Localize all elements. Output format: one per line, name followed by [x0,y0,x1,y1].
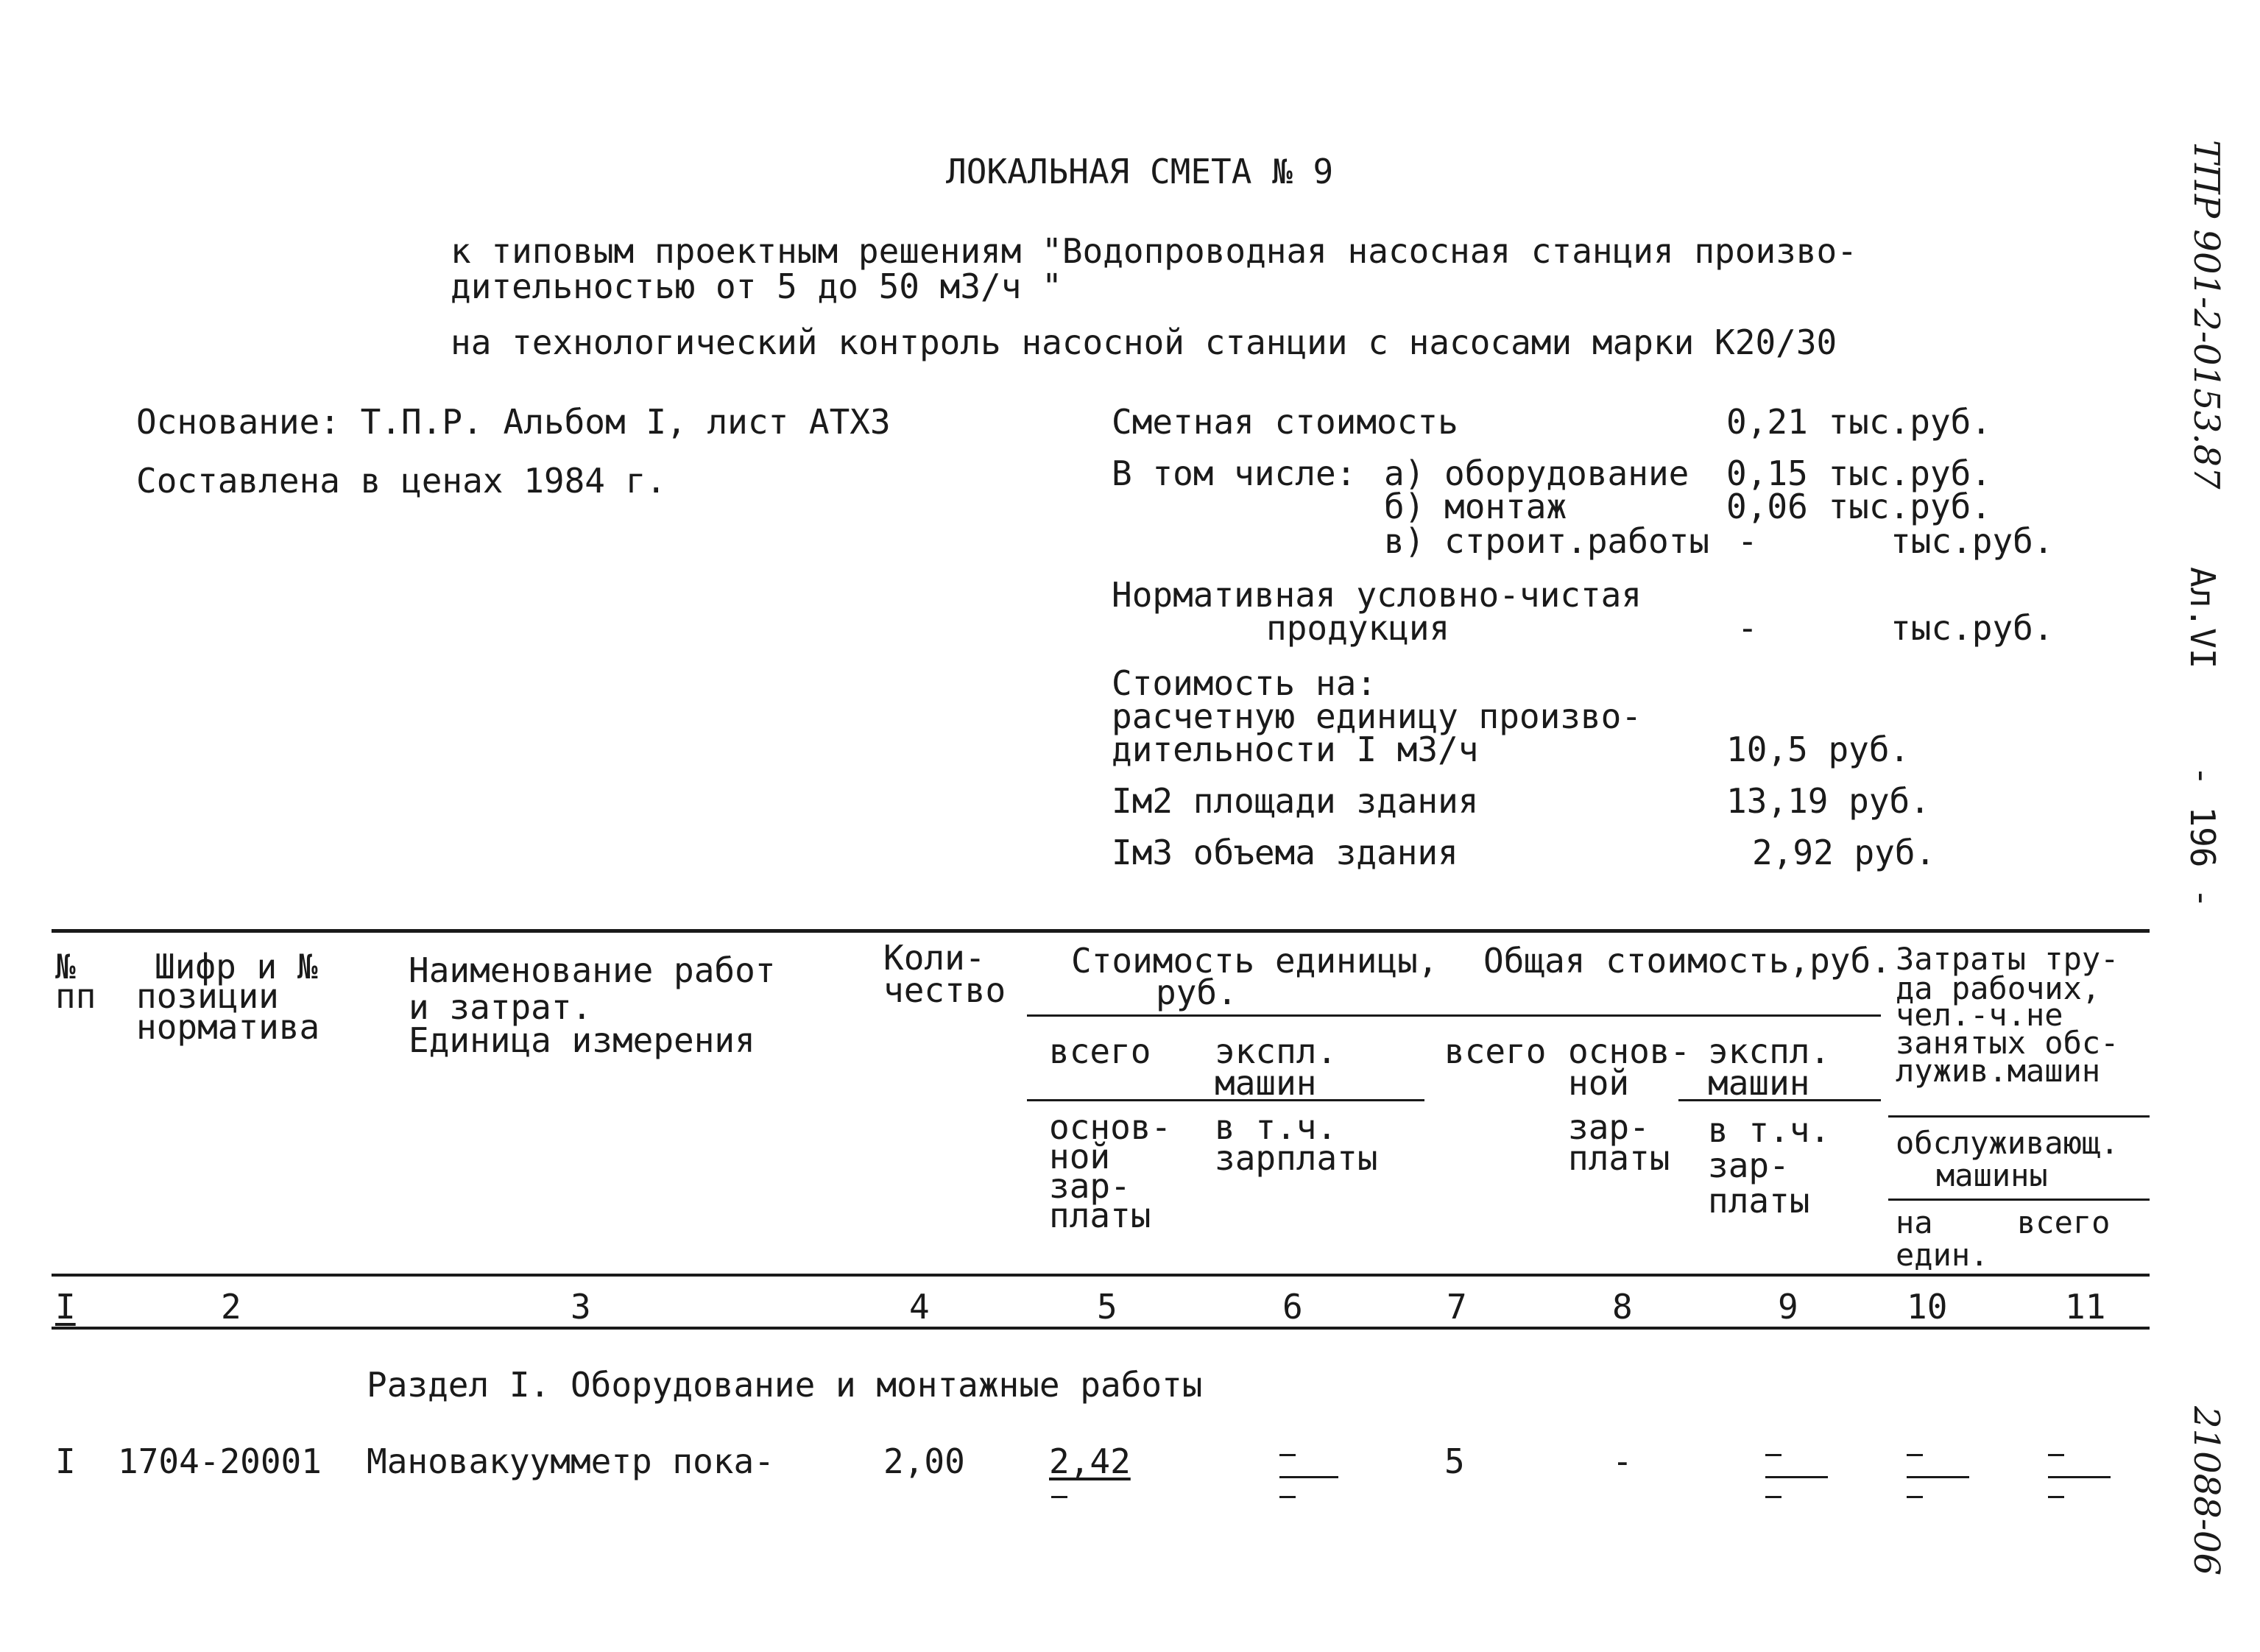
dash-c11-lower [2048,1496,2064,1498]
h-unit-base-3: зар- [1049,1166,1131,1206]
h-unit-mach-2: машин [1215,1063,1317,1103]
h-name-1: Наименование работ [409,950,776,990]
per-unit-value: 10,5 руб. [1726,730,1910,769]
h-unitcost: Стоимость единицы, [1071,941,1438,981]
estimated-cost-label: Сметная стоимость [1112,402,1458,442]
per-unit-label-2: расчетную единицу произво- [1112,696,1642,736]
subtitle-line-2: дительностью от 5 до 50 м3/ч " [451,266,1062,306]
per-m2-label: Iм2 площади здания [1112,781,1479,821]
column-numbers-rule [52,1327,2150,1330]
h-labor-1: Затраты тру- [1896,941,2119,977]
page-number: - 196 - [2183,766,2222,908]
per-m3-value: 2,92 руб. [1752,833,1936,872]
col-number-1: I [55,1287,76,1327]
section-heading: Раздел I. Оборудование и монтажные работы [367,1365,1203,1405]
per-unit-label-3: дительности I м3/ч [1112,730,1479,769]
dash-c10-upper [1907,1454,1923,1456]
per-m2-value: 13,19 руб. [1726,781,1930,821]
item-a-label: оборудование [1444,453,1689,493]
normative-value: - [1737,608,1758,648]
h-name-3: Единица измерения [409,1020,755,1060]
h-total-incl-3: платы [1708,1181,1810,1221]
h-total-incl-1: в т.ч. [1708,1110,1831,1150]
h-unit-incl-2: зарплаты [1215,1138,1378,1178]
item-a-letter: а) [1384,453,1425,493]
item-c-unit: тыс.руб. [1890,521,2054,561]
header-rule-labor [1888,1115,2150,1118]
h-unit-all: всего [1049,1031,1151,1071]
per-unit-label-1: Стоимость на: [1112,663,1377,703]
item-b-label: монтаж [1444,487,1567,526]
h-serving-2: машины [1936,1157,2048,1193]
sheet-number: Ал.VI [2183,567,2222,669]
h-perunit-1: на [1896,1204,1933,1240]
dash-c11-upper [2048,1454,2064,1456]
dash-c11-line [2048,1476,2111,1478]
normative-label-2: продукция [1266,608,1450,648]
dash-c6-line [1279,1476,1338,1478]
h-total-base-4: платы [1568,1138,1670,1178]
table-top-rule [52,929,2150,933]
h-code-1: Шифр и № [155,947,318,986]
col-number-2: 2 [221,1287,241,1327]
basis-text: Основание: Т.П.Р. Альбом I, лист АТХ3 [136,402,891,442]
h-total-all: всего [1444,1031,1547,1071]
document-code: ТПР 901-2-0153.87 [2186,140,2227,490]
col-number-5: 5 [1097,1287,1117,1327]
estimated-cost-value: 0,21 тыс.руб. [1726,402,1992,442]
h-num-1: № [55,947,76,986]
dash-c10-line [1907,1476,1969,1478]
item-c-letter: в) [1384,521,1425,561]
row-name: Мановакуумметр пока- [367,1441,774,1481]
dash-c6-lower [1279,1496,1296,1498]
row-total-cost: 5 [1444,1441,1465,1481]
item-b-letter: б) [1384,487,1425,526]
h-total-base-2: ной [1568,1063,1630,1103]
row-base-pay: - [1612,1441,1633,1481]
header-bottom-rule [52,1274,2150,1277]
h-total-mach-2: машин [1708,1063,1810,1103]
col-number-6: 6 [1282,1287,1303,1327]
item-c-label: строит.работы [1444,521,1710,561]
header-rule-serving [1888,1199,2150,1201]
col-number-11: 11 [2065,1287,2106,1327]
prices-text: Составлена в ценах 1984 г. [136,461,667,501]
header-rule-cost [1027,1014,1881,1017]
col-number-10: 10 [1907,1287,1948,1327]
h-total-base-1: основ- [1568,1031,1691,1071]
dash-c9-lower [1765,1496,1781,1498]
document-title: ЛОКАЛЬНАЯ СМЕТА № 9 [946,152,1334,191]
normative-unit: тыс.руб. [1890,608,2054,648]
h-total-base-3: зар- [1568,1107,1650,1147]
h-name-2: и затрат. [409,987,593,1027]
h-total-incl-2: зар- [1708,1146,1790,1185]
row-num: I [55,1441,76,1481]
h-total-mach-1: экспл. [1708,1031,1831,1071]
col-number-7: 7 [1447,1287,1467,1327]
col-number-4: 4 [909,1287,930,1327]
dash-c6-upper [1279,1454,1296,1456]
h-total-labor: всего [2017,1204,2111,1240]
h-code-3: норматива [136,1007,320,1047]
h-labor-5: лужив.машин [1896,1053,2101,1089]
h-qty-2: чество [883,970,1006,1010]
item-a-value: 0,15 тыс.руб. [1726,453,1992,493]
h-num-2: пп [55,976,96,1016]
item-c-value: - [1737,521,1758,561]
h-unit-base-1: основ- [1049,1107,1172,1147]
row-code: 1704-20001 [118,1441,322,1481]
h-perunit-2: един. [1896,1237,1989,1273]
h-labor-3: чел.-ч.не [1896,997,2063,1033]
h-unit-base-4: платы [1049,1196,1151,1235]
col-number-8: 8 [1612,1287,1633,1327]
h-unit-mach-1: экспл. [1215,1031,1338,1071]
dash-c10-lower [1907,1496,1923,1498]
dash-c9-upper [1765,1454,1781,1456]
normative-label-1: Нормативная условно-чистая [1112,575,1642,615]
row-qty: 2,00 [883,1441,965,1481]
dash-c5-lower [1051,1496,1067,1498]
h-labor-4: занятых обс- [1896,1025,2119,1061]
item-b-value: 0,06 тыс.руб. [1726,487,1992,526]
h-total: Общая стоимость,руб. [1483,941,1891,981]
dash-c9-line [1765,1476,1828,1478]
h-code-2: позиции [136,976,279,1016]
h-labor-2: да рабочих, [1896,970,2101,1006]
h-unit-base-2: ной [1049,1137,1111,1176]
per-m3-label: Iм3 объема здания [1112,833,1458,872]
including-label: В том числе: [1112,453,1357,493]
col-number-9: 9 [1778,1287,1798,1327]
col-number-3: 3 [571,1287,591,1327]
h-unitcost-2: руб. [1156,973,1237,1012]
h-unit-incl-1: в т.ч. [1215,1107,1338,1147]
h-qty-1: Коли- [883,938,986,978]
archive-number: 21088-06 [2186,1406,2227,1575]
row-unit-cost: 2,42 [1049,1441,1131,1481]
h-serving-1: обслуживающ. [1896,1125,2119,1161]
subtitle-line-1: к типовым проектным решениям "Водопроводная насосная станция произво- [451,231,1857,271]
subtitle-line-3: на технологический контроль насосной станции с насосами марки К20/30 [451,322,1837,362]
